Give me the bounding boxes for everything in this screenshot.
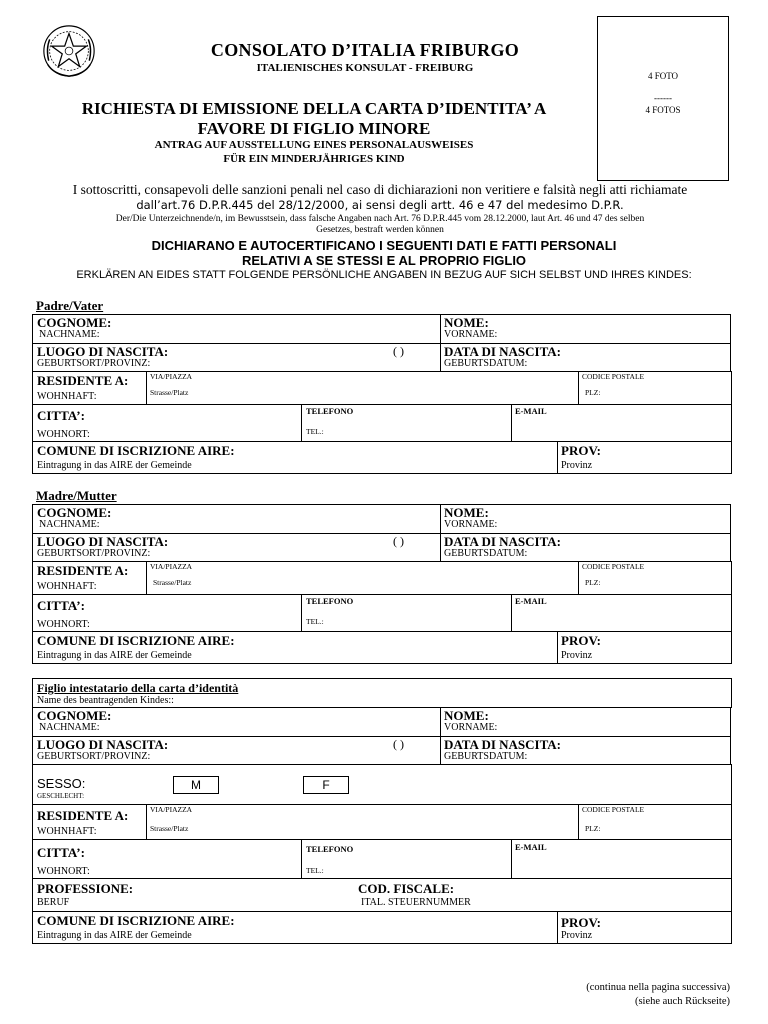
surname-label-de: NACHNAME: [39, 722, 100, 733]
declaration-line2: RELATIVI A SE STESSI E AL PROPRIO FIGLIO [241, 253, 527, 268]
mother-phone-field[interactable] [301, 594, 512, 632]
surname-label: COGNOME: [37, 315, 112, 330]
father-birthdate-field[interactable] [440, 343, 731, 372]
child-postcode-field[interactable] [578, 804, 732, 840]
postcode-label: CODICE POSTALE [582, 805, 645, 814]
mother-aire-field[interactable] [32, 631, 558, 664]
phone-label: TELEFONO [306, 406, 354, 416]
name-label-de: VORNAME: [444, 722, 498, 733]
child-section-header [32, 678, 732, 708]
child-section-title: Figlio intestatario della carta d’identità [37, 681, 239, 695]
italian-republic-emblem-icon [40, 22, 98, 80]
request-title-de-line2: FÜR EIN MINDERJÄHRIGES KIND [223, 153, 405, 165]
email-label: E-MAIL [515, 596, 547, 606]
child-birthdate-field[interactable] [440, 736, 731, 765]
prov-label: PROV: [561, 915, 601, 930]
child-street-field[interactable] [146, 804, 579, 840]
aire-label-de: Eintragung in das AIRE der Gemeinde [37, 930, 192, 941]
photo-box [597, 16, 729, 181]
father-section-title: Padre/Vater [36, 298, 104, 313]
email-label: E-MAIL [515, 406, 547, 416]
street-label: VIA/PIAZZA [150, 372, 193, 381]
street-label-de: Strasse/Platz [150, 388, 189, 397]
residence-label: RESIDENTE A: [37, 563, 129, 578]
birthdate-label-de: GEBURTSDATUM: [444, 751, 528, 762]
father-email-field[interactable] [511, 404, 732, 442]
name-label-de: VORNAME: [444, 329, 498, 340]
father-birthplace-field[interactable] [32, 343, 441, 372]
postcode-label-de: PLZ: [585, 824, 601, 833]
name-label-de: VORNAME: [444, 519, 498, 530]
phone-label-de: TEL.: [306, 617, 324, 626]
prov-label-de: Provinz [561, 930, 593, 941]
birthdate-label: DATA DI NASCITA: [444, 344, 562, 359]
sex-male-checkbox[interactable]: M [173, 776, 219, 794]
father-city-field[interactable] [32, 404, 302, 442]
sex-female-checkbox[interactable]: F [303, 776, 349, 794]
city-label: CITTA’: [37, 598, 85, 613]
child-aire-field[interactable] [32, 911, 558, 944]
father-phone-field[interactable] [301, 404, 512, 442]
mother-birthdate-field[interactable] [440, 533, 731, 562]
profession-label-de: BERUF [37, 897, 70, 908]
child-birthplace-field[interactable] [32, 736, 441, 765]
child-prov-field[interactable] [557, 911, 732, 944]
photo-separator: ------ [654, 93, 672, 103]
father-street-field[interactable] [146, 371, 579, 405]
birthplace-label: LUOGO DI NASCITA: [37, 737, 169, 752]
sex-label-de: GESCHLECHT: [37, 792, 85, 800]
mother-name-field[interactable] [440, 504, 731, 534]
tax-code-label-de: ITAL. STEUERNUMMER [361, 897, 471, 908]
name-label: NOME: [444, 505, 489, 520]
mother-section-title: Madre/Mutter [36, 488, 117, 503]
postcode-label-de: PLZ: [585, 388, 601, 397]
sex-label: SESSO: [37, 776, 86, 791]
birthplace-label-de: GEBURTSORT/PROVINZ: [37, 751, 151, 762]
consolate-title: CONSOLATO D’ITALIA FRIBURGO [210, 40, 520, 60]
child-surname-field[interactable] [32, 707, 441, 737]
declaration-line1: DICHIARANO E AUTOCERTIFICANO I SEGUENTI DATI E FATTI PERSONALI [151, 238, 617, 253]
province-parentheses: ( ) [393, 344, 404, 358]
birthplace-label-de: GEBURTSORT/PROVINZ: [37, 548, 151, 559]
mother-prov-field[interactable] [557, 631, 732, 664]
residence-label-de: WOHNHAFT: [37, 391, 97, 402]
consolate-subtitle: ITALIENISCHES KONSULAT - FREIBURG [256, 62, 474, 74]
mother-surname-field[interactable] [32, 504, 441, 534]
street-label: VIA/PIAZZA [150, 562, 193, 571]
postcode-label: CODICE POSTALE [582, 562, 645, 571]
mother-birthplace-field[interactable] [32, 533, 441, 562]
birthdate-label-de: GEBURTSDATUM: [444, 358, 528, 369]
continue-note-de: (siehe auch Rückseite) [634, 996, 730, 1007]
father-surname-field[interactable] [32, 314, 441, 344]
tax-code-label: COD. FISCALE: [358, 881, 455, 896]
request-title-line1: RICHIESTA DI EMISSIONE DELLA CARTA D’IDENTITA’ A [81, 99, 547, 118]
child-residence-field[interactable] [32, 804, 147, 840]
residence-label: RESIDENTE A: [37, 808, 129, 823]
father-residence-field[interactable] [32, 371, 147, 405]
birthplace-label: LUOGO DI NASCITA: [37, 344, 169, 359]
city-label-de: WOHNORT: [37, 429, 90, 440]
email-label: E-MAIL [515, 842, 547, 852]
province-parentheses: ( ) [393, 737, 404, 751]
request-title-de-line1: ANTRAG AUF AUSSTELLUNG EINES PERSONALAUSWEISES [154, 139, 474, 151]
mother-residence-field[interactable] [32, 561, 147, 595]
mother-postcode-field[interactable] [578, 561, 732, 595]
photo-label-it: 4 FOTO [647, 71, 679, 81]
street-label-de: Strasse/Platz [153, 578, 192, 587]
surname-label: COGNOME: [37, 708, 112, 723]
city-label-de: WOHNORT: [37, 619, 90, 630]
birthdate-label-de: GEBURTSDATUM: [444, 548, 528, 559]
birthplace-label: LUOGO DI NASCITA: [37, 534, 169, 549]
aire-label: COMUNE DI ISCRIZIONE AIRE: [37, 443, 235, 458]
surname-label-de: NACHNAME: [39, 519, 100, 530]
province-parentheses: ( ) [393, 534, 404, 548]
child-profession-row[interactable] [32, 878, 732, 912]
father-prov-field[interactable] [557, 441, 732, 474]
intro-text-it-1: I sottoscritti, consapevoli delle sanzioni penali nel caso di dichiarazioni non veritiere e falsità negli atti richiamate [72, 182, 688, 197]
residence-label: RESIDENTE A: [37, 373, 129, 388]
surname-label-de: NACHNAME: [39, 329, 100, 340]
continue-note: (continua nella pagina successiva) [586, 982, 730, 993]
residence-label-de: WOHNHAFT: [37, 826, 97, 837]
city-label-de: WOHNORT: [37, 866, 90, 877]
phone-label-de: TEL.: [306, 866, 324, 875]
prov-label: PROV: [561, 443, 601, 458]
profession-label: PROFESSIONE: [37, 881, 134, 896]
postcode-label: CODICE POSTALE [582, 372, 645, 381]
city-label: CITTA’: [37, 845, 85, 860]
birthdate-label: DATA DI NASCITA: [444, 737, 562, 752]
child-city-field[interactable] [32, 839, 302, 879]
intro-text-de-1: Der/Die Unterzeichnende/n, im Bewusstsein, dass falsche Angaben nach Art. 76 D.P.R.445 vom 28.12.2000, laut Art. 46 und 47 des selben [115, 214, 645, 224]
intro-text-de-2: Gesetzes, bestraft werden können [316, 225, 444, 235]
child-email-field[interactable] [511, 839, 732, 879]
photo-label-de: 4 FOTOS [645, 105, 681, 115]
child-phone-field[interactable] [301, 839, 512, 879]
aire-label-de: Eintragung in das AIRE der Gemeinde [37, 460, 192, 471]
city-label: CITTA’: [37, 408, 85, 423]
phone-label: TELEFONO [306, 844, 354, 854]
father-aire-field[interactable] [32, 441, 558, 474]
birthplace-label-de: GEBURTSORT/PROVINZ: [37, 358, 151, 369]
mother-email-field[interactable] [511, 594, 732, 632]
street-label: VIA/PIAZZA [150, 805, 193, 814]
father-name-field[interactable] [440, 314, 731, 344]
child-sex-row [32, 764, 732, 805]
father-postcode-field[interactable] [578, 371, 732, 405]
name-label: NOME: [444, 315, 489, 330]
street-label-de: Strasse/Platz [150, 824, 189, 833]
phone-label-de: TEL.: [306, 427, 324, 436]
child-name-field[interactable] [440, 707, 731, 737]
child-section-title-de: Name des beantragenden Kindes:: [37, 695, 174, 706]
prov-label-de: Provinz [561, 460, 593, 471]
aire-label: COMUNE DI ISCRIZIONE AIRE: [37, 913, 235, 928]
birthdate-label: DATA DI NASCITA: [444, 534, 562, 549]
surname-label: COGNOME: [37, 505, 112, 520]
aire-label-de: Eintragung in das AIRE der Gemeinde [37, 650, 192, 661]
mother-street-field[interactable] [146, 561, 579, 595]
request-title-line2: FAVORE DI FIGLIO MINORE [197, 119, 431, 138]
postcode-label-de: PLZ: [585, 578, 601, 587]
residence-label-de: WOHNHAFT: [37, 581, 97, 592]
name-label: NOME: [444, 708, 489, 723]
declaration-de: ERKLÄREN AN EIDES STATT FOLGENDE PERSÖNLICHE ANGABEN IN BEZUG AUF SICH SELBST UND IHRES KINDES: [76, 269, 692, 281]
mother-city-field[interactable] [32, 594, 302, 632]
phone-label: TELEFONO [306, 596, 354, 606]
intro-text-it-2: dall’art.76 D.P.R.445 del 28/12/2000, ai sensi degli artt. 46 e 47 del medesimo D.P.R. [136, 198, 624, 212]
prov-label: PROV: [561, 633, 601, 648]
aire-label: COMUNE DI ISCRIZIONE AIRE: [37, 633, 235, 648]
prov-label-de: Provinz [561, 650, 593, 661]
